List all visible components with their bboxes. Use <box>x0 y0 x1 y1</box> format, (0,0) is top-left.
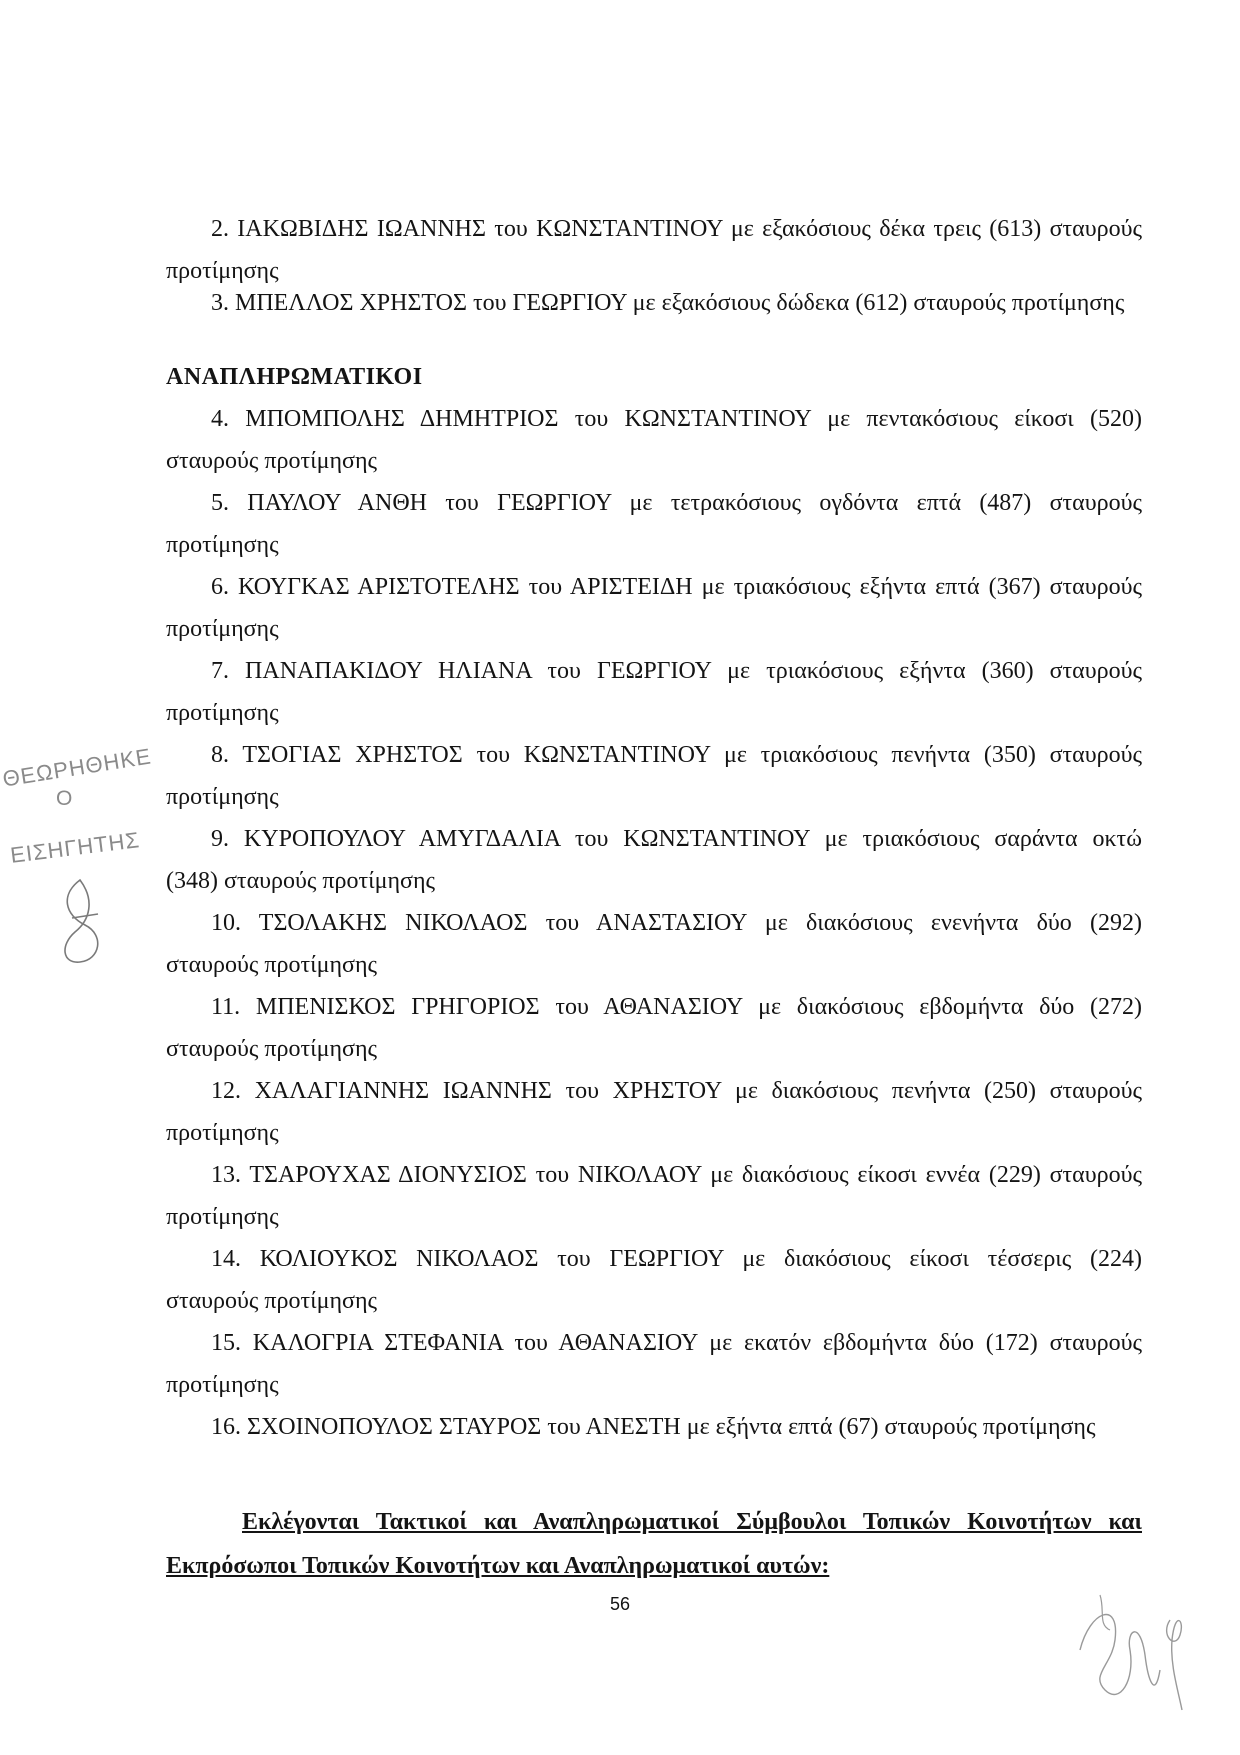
list-item <box>166 482 1142 566</box>
entry-line: σταυρούς προτίμησης <box>166 952 378 978</box>
list-item <box>166 818 1142 902</box>
reviewed-stamp <box>0 743 175 885</box>
section-title <box>166 1500 1142 1588</box>
entry-line: 13. ΤΣΑΡΟΥΧΑΣ ΔΙΟΝΥΣΙΟΣ του ΝΙΚΟΛΑΟΥ με διακόσιους είκοσι εννέα (229) σταυρούς <box>211 1162 1142 1188</box>
list-item <box>166 986 1142 1070</box>
list-item <box>166 208 1142 292</box>
entry-line: 3. ΜΠΕΛΛΟΣ ΧΡΗΣΤΟΣ του ΓΕΩΡΓΙΟΥ με εξακόσιους δώδεκα (612) σταυρούς προτίμησης <box>211 290 1125 316</box>
page-number: 56 <box>609 1594 631 1614</box>
list-item <box>166 1154 1142 1238</box>
entry-line: 15. ΚΑΛΟΓΡΙΑ ΣΤΕΦΑΝΙΑ του ΑΘΑΝΑΣΙΟΥ με εκατόν εβδομήντα δύο (172) σταυρούς <box>211 1330 1142 1356</box>
entry-line: (348) σταυρούς προτίμησης <box>166 868 435 894</box>
entry-line: 2. ΙΑΚΩΒΙΔΗΣ ΙΩΑΝΝΗΣ του ΚΩΝΣΤΑΝΤΙΝΟΥ με εξακόσιους δέκα τρεις (613) σταυρούς <box>211 216 1142 242</box>
entry-line: 12. ΧΑΛΑΓΙΑΝΝΗΣ ΙΩΑΝΝΗΣ του ΧΡΗΣΤΟΥ με διακόσιους πενήντα (250) σταυρούς <box>211 1078 1142 1104</box>
entry-line: 5. ΠΑΥΛΟΥ ΑΝΘΗ του ΓΕΩΡΓΙΟΥ με τετρακόσιους ογδόντα επτά (487) σταυρούς <box>211 490 1142 516</box>
entry-line: 11. ΜΠΕΝΙΣΚΟΣ ΓΡΗΓΟΡΙΟΣ του ΑΘΑΝΑΣΙΟΥ με διακόσιους εβδομήντα δύο (272) <box>211 994 1142 1020</box>
list-item <box>166 650 1142 734</box>
entry-line: σταυρούς προτίμησης <box>166 1288 378 1314</box>
list-item <box>166 1070 1142 1154</box>
entry-line: 6. ΚΟΥΓΚΑΣ ΑΡΙΣΤΟΤΕΛΗΣ του ΑΡΙΣΤΕΙΔΗ με τριακόσιους εξήντα επτά (367) σταυρούς <box>211 574 1142 600</box>
entry-line: προτίμησης <box>166 784 279 810</box>
entry-line: προτίμησης <box>166 258 279 284</box>
signature-icon <box>1060 1580 1210 1720</box>
stamp-line: ΘΕΩΡΗΘΗΚΕ <box>0 743 154 792</box>
alternates-heading: ΑΝΑΠΛΗΡΩΜΑΤΙΚΟΙ <box>166 364 423 390</box>
list-item <box>166 1322 1142 1406</box>
entry-line: 14. ΚΟΛΙΟΥΚΟΣ ΝΙΚΟΛΑΟΣ του ΓΕΩΡΓΙΟΥ με διακόσιους είκοσι τέσσερις (224) <box>211 1246 1142 1272</box>
section-title-line: Εκπρόσωποι Τοπικών Κοινοτήτων και Αναπληρωματικοί αυτών: <box>166 1553 830 1579</box>
entry-line: σταυρούς προτίμησης <box>166 1036 378 1062</box>
entry-line: 10. ΤΣΟΛΑΚΗΣ ΝΙΚΟΛΑΟΣ του ΑΝΑΣΤΑΣΙΟΥ με διακόσιους ενενήντα δύο (292) <box>211 910 1142 936</box>
section-title-line: Εκλέγονται Τακτικοί και Αναπληρωματικοί Σύμβουλοι Τοπικών Κοινοτήτων και <box>242 1509 1142 1535</box>
stamp-line: Ο <box>56 787 73 810</box>
list-item <box>166 398 1142 482</box>
stamp-line: ΕΙΣΗΓΗΤΗΣ <box>8 827 142 868</box>
entry-line: 16. ΣΧΟΙΝΟΠΟΥΛΟΣ ΣΤΑΥΡΟΣ του ΑΝΕΣΤΗ με εξήντα επτά (67) σταυρούς προτίμησης <box>211 1414 1096 1440</box>
entry-line: προτίμησης <box>166 1120 279 1146</box>
entry-line: 8. ΤΣΟΓΙΑΣ ΧΡΗΣΤΟΣ του ΚΩΝΣΤΑΝΤΙΝΟΥ με τριακόσιους πενήντα (350) σταυρούς <box>211 742 1142 768</box>
list-item <box>166 734 1142 818</box>
entry-line: 9. ΚΥΡΟΠΟΥΛΟΥ ΑΜΥΓΔΑΛΙΑ του ΚΩΝΣΤΑΝΤΙΝΟΥ με τριακόσιους σαράντα οκτώ <box>211 826 1142 852</box>
entry-line: προτίμησης <box>166 616 279 642</box>
list-item <box>166 1238 1142 1322</box>
entry-line: 7. ΠΑΝΑΠΑΚΙΔΟΥ ΗΛΙΑΝΑ του ΓΕΩΡΓΙΟΥ με τριακόσιους εξήντα (360) σταυρούς <box>211 658 1142 684</box>
entry-line: προτίμησης <box>166 532 279 558</box>
list-item <box>166 1406 1142 1448</box>
entry-line: προτίμησης <box>166 1372 279 1398</box>
list-item <box>166 566 1142 650</box>
entry-line: προτίμησης <box>166 1204 279 1230</box>
entry-line: προτίμησης <box>166 700 279 726</box>
list-item <box>166 282 1142 324</box>
entry-line: σταυρούς προτίμησης <box>166 448 378 474</box>
initial-mark-icon <box>50 870 120 970</box>
list-item <box>166 902 1142 986</box>
entry-line: 4. ΜΠΟΜΠΟΛΗΣ ΔΗΜΗΤΡΙΟΣ του ΚΩΝΣΤΑΝΤΙΝΟΥ με πεντακόσιους είκοσι (520) <box>211 406 1142 432</box>
